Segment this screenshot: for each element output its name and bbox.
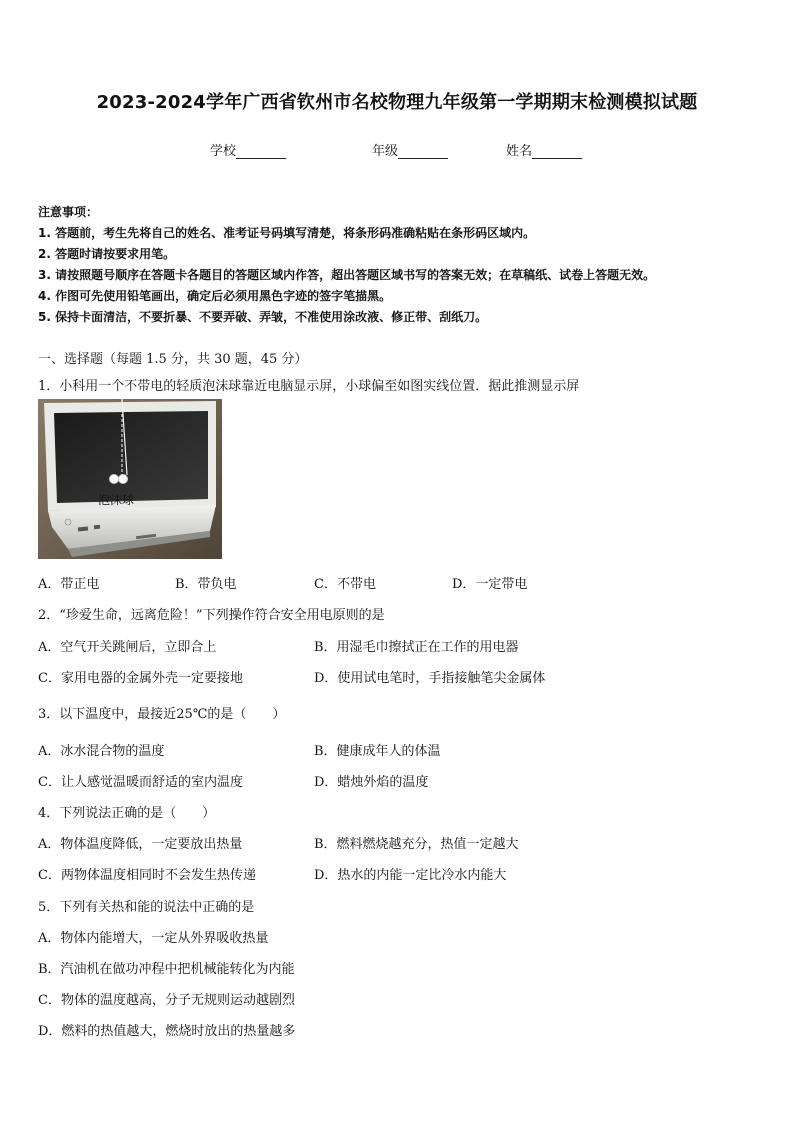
option: B．带负电 (175, 577, 237, 592)
option: B．燃料燃烧越充分，热值一定越大 (314, 837, 519, 852)
option: C．家用电器的金属外壳一定要接地 (38, 671, 243, 686)
name-label: 姓名 (506, 144, 533, 159)
section-title: 一、选择题（每题 1.5 分，共 30 题，45 分） (38, 352, 308, 367)
option: D．燃料的热值越大，燃烧时放出的热量越多 (38, 1024, 296, 1039)
option: C．两物体温度相同时不会发生热传递 (38, 868, 256, 883)
option: A．冰水混合物的温度 (38, 744, 165, 759)
foam-ball-solid (118, 474, 128, 484)
question-4-stem: 4．下列说法正确的是（ ） (38, 806, 216, 821)
note-item: 3. 请按照题号顺序在答题卡各题目的答题区域内作答，超出答题区域书写的答案无效；在草稿纸、试卷上答题无效。 (38, 268, 656, 282)
foam-ball-label: 泡沫球 (98, 493, 135, 507)
option: D．蜡烛外焰的温度 (314, 775, 429, 790)
note-item: 5. 保持卡面清洁，不要折暴、不要弄破、弄皱，不准使用涂改液、修正带、刮纸刀。 (38, 310, 488, 324)
school-blank (236, 144, 286, 159)
name-field (506, 140, 582, 159)
question-5-stem: 5．下列有关热和能的说法中正确的是 (38, 900, 255, 915)
laptop-illustration (38, 399, 222, 559)
note-item: 2. 答题时请按要求用笔。 (38, 247, 176, 261)
option: D．一定带电 (452, 577, 528, 592)
option: C．物体的温度越高，分子无规则运动越剧烈 (38, 993, 295, 1008)
option: B．汽油机在做功冲程中把机械能转化为内能 (38, 962, 295, 977)
option: D．热水的内能一定比冷水内能大 (314, 868, 507, 883)
question-2-stem: 2．“珍爱生命，远离危险！”下列操作符合安全用电原则的是 (38, 608, 385, 623)
option: C．不带电 (314, 577, 376, 592)
option: A．物体温度降低，一定要放出热量 (38, 837, 243, 852)
grade-label: 年级 (372, 144, 399, 159)
question-3-stem: 3．以下温度中，最接近25℃的是（ ） (38, 707, 286, 722)
grade-blank (398, 144, 448, 159)
laptop-photo (38, 399, 222, 559)
school-label: 学校 (210, 144, 237, 159)
name-blank (532, 144, 582, 159)
option: A．带正电 (38, 577, 100, 592)
note-item: 4. 作图可先使用铅笔画出，确定后必须用黑色字迹的签字笔描黑。 (38, 289, 392, 303)
school-field (210, 140, 286, 159)
exam-title: 2023-2024学年广西省钦州市名校物理九年级第一学期期末检测模拟试题 (96, 92, 698, 113)
option: A．物体内能增大，一定从外界吸收热量 (38, 931, 269, 946)
option: C．让人感觉温暖而舒适的室内温度 (38, 775, 243, 790)
notes-heading: 注意事项： (38, 205, 99, 219)
option: D．使用试电笔时，手指接触笔尖金属体 (314, 671, 546, 686)
option: A．空气开关跳闸后，立即合上 (38, 640, 217, 655)
note-item: 1. 答题前，考生先将自己的姓名、准考证号码填写清楚，将条形码准确粘贴在条形码区域内。 (38, 226, 536, 240)
grade-field (372, 140, 448, 159)
question-1-stem: 1．小科用一个不带电的轻质泡沫球靠近电脑显示屏，小球偏至如图实线位置．据此推测显示屏 (38, 379, 580, 394)
option: B．用湿毛巾擦拭正在工作的用电器 (314, 640, 519, 655)
option: B．健康成年人的体温 (314, 744, 441, 759)
